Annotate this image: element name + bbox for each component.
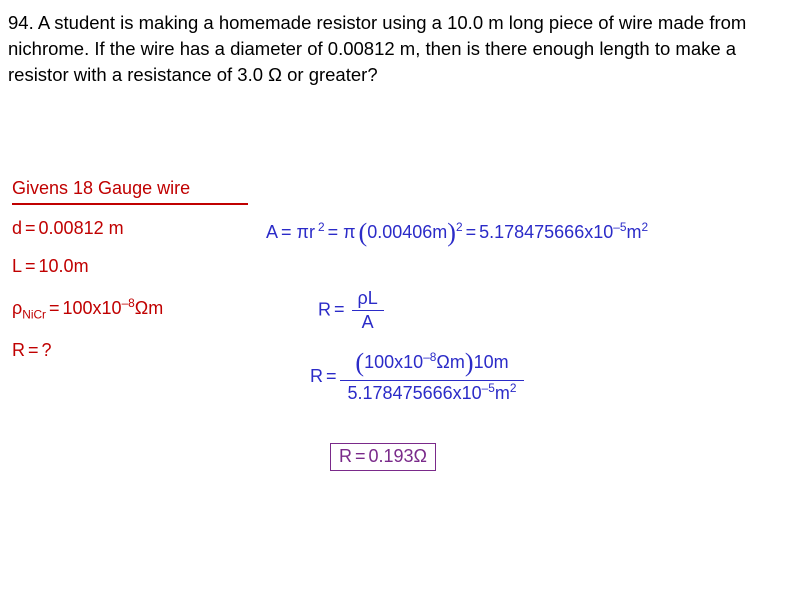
final-answer-box	[330, 443, 436, 471]
denominator-exponent: –5	[481, 381, 495, 395]
resistance-computation-fraction	[340, 348, 525, 404]
given-diameter-value: 0.00812 m	[38, 218, 124, 238]
given-length-equals: =	[25, 256, 36, 276]
givens-underline	[12, 203, 248, 205]
denominator-units: m	[494, 383, 510, 403]
numerator-length: 10m	[473, 351, 509, 372]
resistance-computation-denominator	[340, 380, 525, 404]
area-paren-exponent: 2	[455, 219, 463, 234]
area-radius-exponent: 2	[317, 219, 325, 234]
given-unknown-resistance	[12, 340, 52, 361]
given-resistivity-subscript: NiCr	[22, 307, 46, 322]
final-answer-value: 0.193Ω	[368, 446, 428, 466]
given-diameter-equals: =	[25, 218, 36, 238]
area-paren-open: (	[358, 218, 368, 247]
area-result: 5.178475666x10	[479, 221, 614, 242]
given-resistivity-equals: =	[49, 298, 60, 318]
given-unknown-equals: =	[28, 340, 39, 360]
area-eq2: = π	[327, 221, 356, 242]
area-calculation	[266, 218, 648, 248]
area-result-units: m	[626, 221, 642, 242]
denominator-value: 5.178475666x10	[347, 383, 482, 403]
given-resistivity-units: Ωm	[134, 298, 164, 318]
given-resistivity-value: 100x10	[62, 298, 122, 318]
final-answer-label: R	[339, 446, 352, 466]
numerator-paren-close: )	[464, 348, 474, 377]
problem-statement: 94. A student is making a homemade resistor using a 10.0 m long piece of wire made from nichrome. If the wire has a diameter of 0.00812 m, then is there enough length to make a resistor with a resistance of 3.0 Ω or greater?	[8, 12, 747, 85]
given-diameter	[12, 218, 124, 239]
givens-heading: Givens 18 Gauge wire	[12, 178, 191, 198]
resistance-formula-denominator: A	[352, 310, 384, 333]
denominator-units-exponent: 2	[509, 381, 517, 395]
given-unknown-symbol: R	[12, 340, 25, 360]
given-length	[12, 256, 89, 277]
resistance-formula-numerator: ρL	[357, 288, 378, 308]
area-label: A	[266, 221, 279, 242]
area-eq1: = πr	[281, 221, 315, 242]
given-length-value: 10.0m	[38, 256, 89, 276]
given-unknown-value: ?	[41, 340, 52, 360]
given-resistivity	[12, 296, 164, 322]
resistance-formula-fraction	[352, 288, 384, 333]
area-paren-close: )	[447, 218, 456, 247]
resistance-formula-label: R	[318, 299, 331, 320]
given-diameter-symbol: d	[12, 218, 23, 238]
numerator-paren-open: (	[355, 348, 365, 377]
given-length-symbol: L	[12, 256, 23, 276]
final-answer-equals: =	[355, 446, 366, 466]
resistance-computation-equals: =	[326, 365, 337, 386]
area-radius-value: 0.00406m	[367, 221, 448, 242]
numerator-resistivity-units: Ωm	[436, 351, 465, 372]
numerator-resistivity-exponent: –8	[423, 349, 437, 364]
numerator-resistivity: 100x10	[364, 351, 424, 372]
area-eq3: =	[465, 221, 477, 242]
resistance-computation-label: R	[310, 365, 323, 386]
given-resistivity-exponent: –8	[121, 296, 135, 310]
resistance-computation	[310, 348, 524, 404]
area-result-exponent: –5	[613, 219, 627, 234]
resistance-computation-numerator	[340, 348, 525, 380]
area-units-exponent: 2	[641, 219, 649, 234]
resistance-formula	[318, 288, 384, 333]
resistance-formula-equals: =	[334, 299, 345, 320]
given-resistivity-symbol: ρ	[12, 298, 23, 318]
